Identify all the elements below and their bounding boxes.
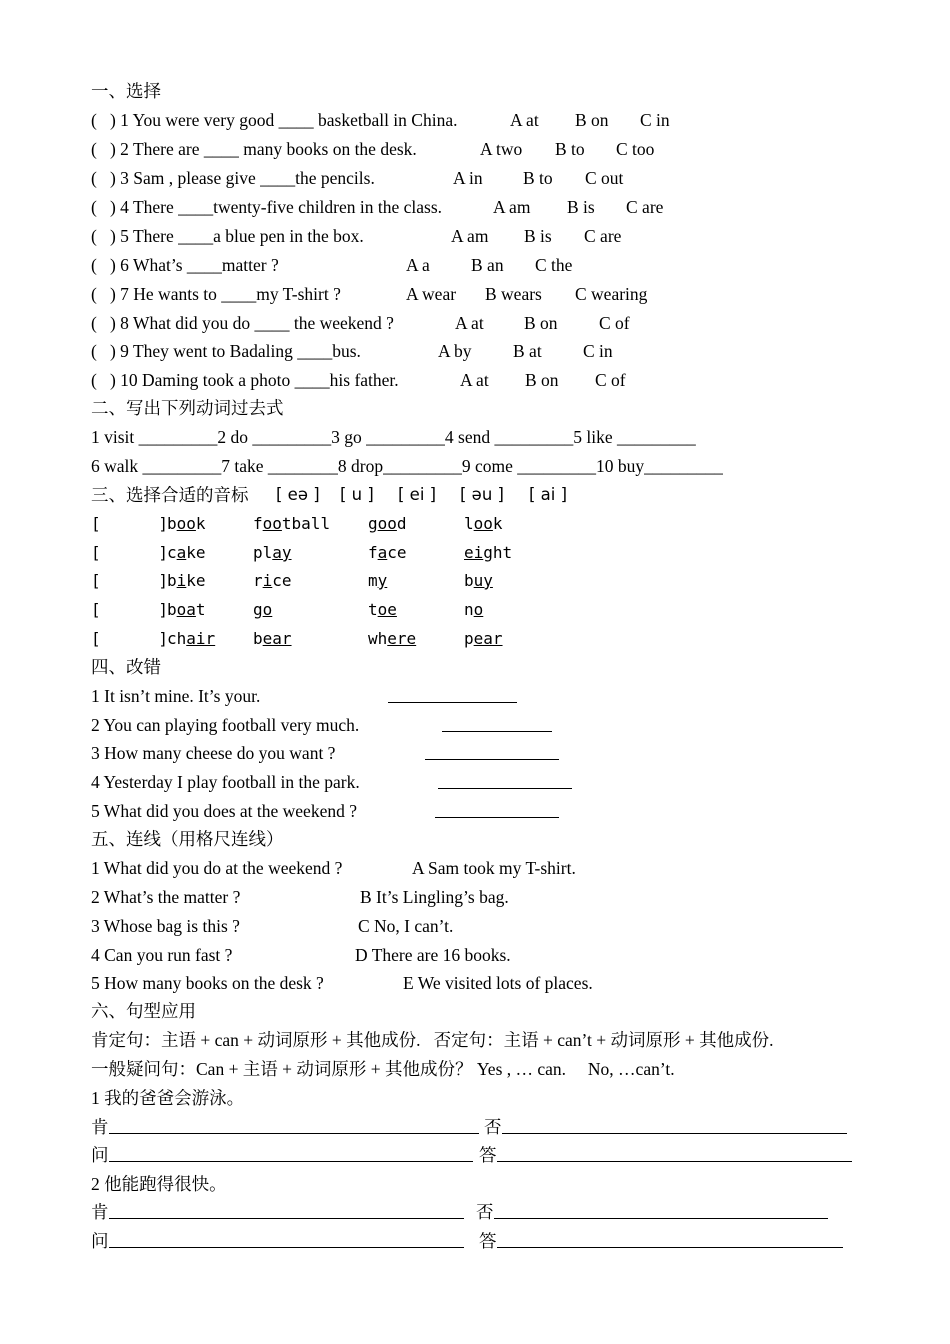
q10-option-b: B on <box>525 370 559 390</box>
word: football <box>253 514 331 533</box>
label-question: 问 <box>91 1145 109 1165</box>
q10-option-a: A at <box>460 370 489 390</box>
label-answer: 答 <box>479 1231 497 1251</box>
phonetic-bracket: [ ] <box>91 514 169 533</box>
section-4-title: 四、改错 <box>91 657 161 677</box>
phonetic-symbol-3: [ ei ] <box>398 485 437 504</box>
match-left-5[interactable]: 5 How many books on the desk ? <box>91 973 324 993</box>
question-6: ( ) 6 What’s ____matter ? <box>91 255 279 275</box>
word: toe <box>368 600 397 619</box>
q9-option-a: A by <box>438 341 472 361</box>
q2-option-c: C too <box>616 139 655 159</box>
q1-option-b: B on <box>575 110 609 130</box>
q4-option-b: B is <box>567 197 595 217</box>
match-right-c[interactable]: C No, I can’t. <box>358 916 454 936</box>
question-5: ( ) 5 There ____a blue pen in the box. <box>91 226 364 246</box>
q1-option-a: A at <box>510 110 539 130</box>
q3-option-c: C out <box>585 168 624 188</box>
word: bear <box>253 629 292 648</box>
answer-line[interactable] <box>109 1161 473 1162</box>
answer-line[interactable] <box>425 759 559 760</box>
q2-option-b: B to <box>555 139 585 159</box>
question-4: ( ) 4 There ____twenty-five children in the class. <box>91 197 443 217</box>
grammar-rule-2: 一般疑问句：Can + 主语 + 动词原形 + 其他成份？ Yes , … can. No, …can’t. <box>91 1059 675 1079</box>
exercise-2-prompt: 2 他能跑得很快。 <box>91 1174 227 1194</box>
answer-line[interactable] <box>494 1218 828 1219</box>
q4-option-a: A am <box>493 197 531 217</box>
correction-item-5: 5 What did you does at the weekend ? <box>91 801 357 821</box>
answer-line[interactable] <box>442 731 552 732</box>
q10-option-c: C of <box>595 370 626 390</box>
label-answer: 答 <box>479 1145 497 1165</box>
word: look <box>464 514 503 533</box>
correction-item-3: 3 How many cheese do you want ? <box>91 743 336 763</box>
q7-option-a: A wear <box>406 284 457 304</box>
word: good <box>368 514 407 533</box>
word: book <box>167 514 206 533</box>
question-2: ( ) 2 There are ____ many books on the desk. <box>91 139 417 159</box>
word: where <box>368 629 417 648</box>
label-negative: 否 <box>484 1117 502 1137</box>
q1-option-c: C in <box>640 110 670 130</box>
section-2-title: 二、写出下列动词过去式 <box>91 398 284 418</box>
phonetic-bracket: [ ] <box>91 600 169 619</box>
q9-option-c: C in <box>583 341 613 361</box>
q5-option-a: A am <box>451 226 489 246</box>
word: bike <box>167 571 206 590</box>
q9-option-b: B at <box>513 341 542 361</box>
question-7: ( ) 7 He wants to ____my T-shirt ? <box>91 284 341 304</box>
exercise-1-prompt: 1 我的爸爸会游泳。 <box>91 1088 245 1108</box>
word: boat <box>167 600 206 619</box>
q8-option-a: A at <box>455 313 484 333</box>
past-tense-row-1: 1 visit _________2 do _________3 go _________4 send _________5 like _________ <box>91 427 696 447</box>
answer-line[interactable] <box>388 702 517 703</box>
answer-line[interactable] <box>497 1247 843 1248</box>
q5-option-b: B is <box>524 226 552 246</box>
word: my <box>368 571 388 590</box>
phonetic-symbol-1: [ eə ] <box>276 485 320 504</box>
correction-item-1: 1 It isn’t mine. It’s your. <box>91 686 261 706</box>
word: face <box>368 543 407 562</box>
phonetic-bracket: [ ] <box>91 543 169 562</box>
answer-line[interactable] <box>435 817 559 818</box>
word: cake <box>167 543 206 562</box>
match-right-a[interactable]: A Sam took my T-shirt. <box>412 858 576 878</box>
label-positive: 肯 <box>91 1117 109 1137</box>
q4-option-c: C are <box>626 197 664 217</box>
word: chair <box>167 629 216 648</box>
q7-option-c: C wearing <box>575 284 648 304</box>
q6-option-b: B an <box>471 255 504 275</box>
q6-option-c: C the <box>535 255 573 275</box>
label-positive: 肯 <box>91 1202 109 1222</box>
phonetic-symbol-4: [ əu ] <box>460 485 504 504</box>
phonetic-symbol-2: [ u ] <box>340 485 374 504</box>
answer-line[interactable] <box>502 1133 847 1134</box>
correction-item-4: 4 Yesterday I play football in the park. <box>91 772 360 792</box>
match-right-d[interactable]: D There are 16 books. <box>355 945 511 965</box>
word: rice <box>253 571 292 590</box>
label-negative: 否 <box>476 1202 494 1222</box>
word: eight <box>464 543 513 562</box>
match-right-e[interactable]: E We visited lots of places. <box>403 973 593 993</box>
correction-item-2: 2 You can playing football very much. <box>91 715 360 735</box>
word: go <box>253 600 273 619</box>
match-right-b[interactable]: B It’s Lingling’s bag. <box>360 887 509 907</box>
match-left-1[interactable]: 1 What did you do at the weekend ? <box>91 858 343 878</box>
phonetic-bracket: [ ] <box>91 629 169 648</box>
q6-option-a: A a <box>406 255 430 275</box>
phonetic-bracket: [ ] <box>91 571 169 590</box>
answer-line[interactable] <box>109 1247 464 1248</box>
past-tense-row-2: 6 walk _________7 take ________8 drop_________9 come _________10 buy_________ <box>91 456 723 476</box>
word: play <box>253 543 292 562</box>
phonetic-symbol-5: [ ai ] <box>529 485 568 504</box>
q3-option-b: B to <box>523 168 553 188</box>
grammar-rule-1: 肯定句：主语 + can + 动词原形 + 其他成份. 否定句：主语 + can’t + 动词原形 + 其他成份. <box>91 1030 774 1050</box>
question-9: ( ) 9 They went to Badaling ____bus. <box>91 341 361 361</box>
match-left-3[interactable]: 3 Whose bag is this ? <box>91 916 240 936</box>
q2-option-a: A two <box>480 139 523 159</box>
section-1-title: 一、选择 <box>91 81 161 101</box>
q5-option-c: C are <box>584 226 622 246</box>
word: no <box>464 600 484 619</box>
answer-line[interactable] <box>438 788 572 789</box>
word: pear <box>464 629 503 648</box>
question-10: ( ) 10 Daming took a photo ____his father. <box>91 370 399 390</box>
question-1: ( ) 1 You were very good ____ basketball in China. <box>91 110 458 130</box>
section-3-title: 三、选择合适的音标 <box>91 485 249 505</box>
question-3: ( ) 3 Sam , please give ____the pencils. <box>91 168 375 188</box>
q8-option-b: B on <box>524 313 558 333</box>
answer-line[interactable] <box>109 1133 479 1134</box>
answer-line[interactable] <box>497 1161 852 1162</box>
section-6-title: 六、句型应用 <box>91 1001 196 1021</box>
word: buy <box>464 571 493 590</box>
section-5-title: 五、连线（用格尺连线） <box>91 829 284 849</box>
match-left-2[interactable]: 2 What’s the matter ? <box>91 887 241 907</box>
answer-line[interactable] <box>109 1218 464 1219</box>
q7-option-b: B wears <box>485 284 542 304</box>
label-question: 问 <box>91 1231 109 1251</box>
q3-option-a: A in <box>453 168 483 188</box>
q8-option-c: C of <box>599 313 630 333</box>
match-left-4[interactable]: 4 Can you run fast ? <box>91 945 233 965</box>
question-8: ( ) 8 What did you do ____ the weekend ? <box>91 313 394 333</box>
